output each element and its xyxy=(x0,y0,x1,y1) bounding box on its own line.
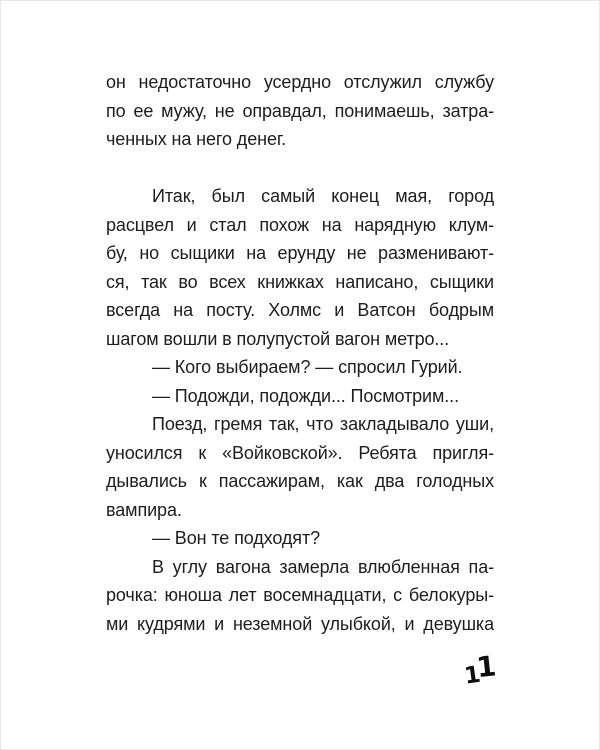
text-line: ми кудрями и неземной улыбкой, и девушка xyxy=(106,613,494,634)
page-number-row xyxy=(106,649,496,697)
text-line: ся, так во всех книжках написано, сыщики xyxy=(106,271,494,292)
page-number xyxy=(462,649,496,690)
text-line: — Кого выбираем? — спросил Гурий. xyxy=(152,357,463,377)
text-line: расцвел и стал похож на нарядную клум- xyxy=(106,214,494,235)
paragraph xyxy=(106,524,494,553)
page-number-digit: 1 xyxy=(474,649,496,685)
text-line: по ее мужу, не оправдал, понимаешь, затра- xyxy=(106,100,494,121)
text-line: дывались к пассажирам, как два голодных xyxy=(106,471,494,491)
text-line: всегда на посту. Холмс и Ватсон бодрым xyxy=(106,300,494,320)
text-line: ченных на него денег. xyxy=(106,129,287,149)
text-column xyxy=(106,68,494,638)
text-line: бу, но сыщики на ерунду не разменивают- xyxy=(106,243,494,263)
paragraph xyxy=(106,410,494,524)
text-line: В углу вагона замерла влюбленная па- xyxy=(152,556,494,577)
page-number-digit: 1 xyxy=(462,661,480,690)
paragraph xyxy=(106,553,494,639)
text-line: уносился к «Войковской». Ребята пригля- xyxy=(106,442,494,463)
paragraph xyxy=(106,68,494,154)
text-line: — Подожди, подожди... Посмотрим... xyxy=(152,385,459,406)
text-line: он недостаточно усердно отслужил службу xyxy=(106,72,494,92)
text-line: рочка: юноша лет восемнадцати, с белокуры- xyxy=(106,585,494,605)
text-line: вампира. xyxy=(106,499,182,520)
text-line: — Вон те подходят? xyxy=(152,528,320,548)
paragraph xyxy=(106,353,494,382)
text-line: Итак, был самый конец мая, город xyxy=(152,186,494,206)
text-line: Поезд, гремя так, что закладывало уши, xyxy=(152,414,494,434)
paragraph xyxy=(106,182,494,353)
paragraph xyxy=(106,382,494,411)
text-line: шагом вошли в полупустой вагон метро... xyxy=(106,328,450,349)
